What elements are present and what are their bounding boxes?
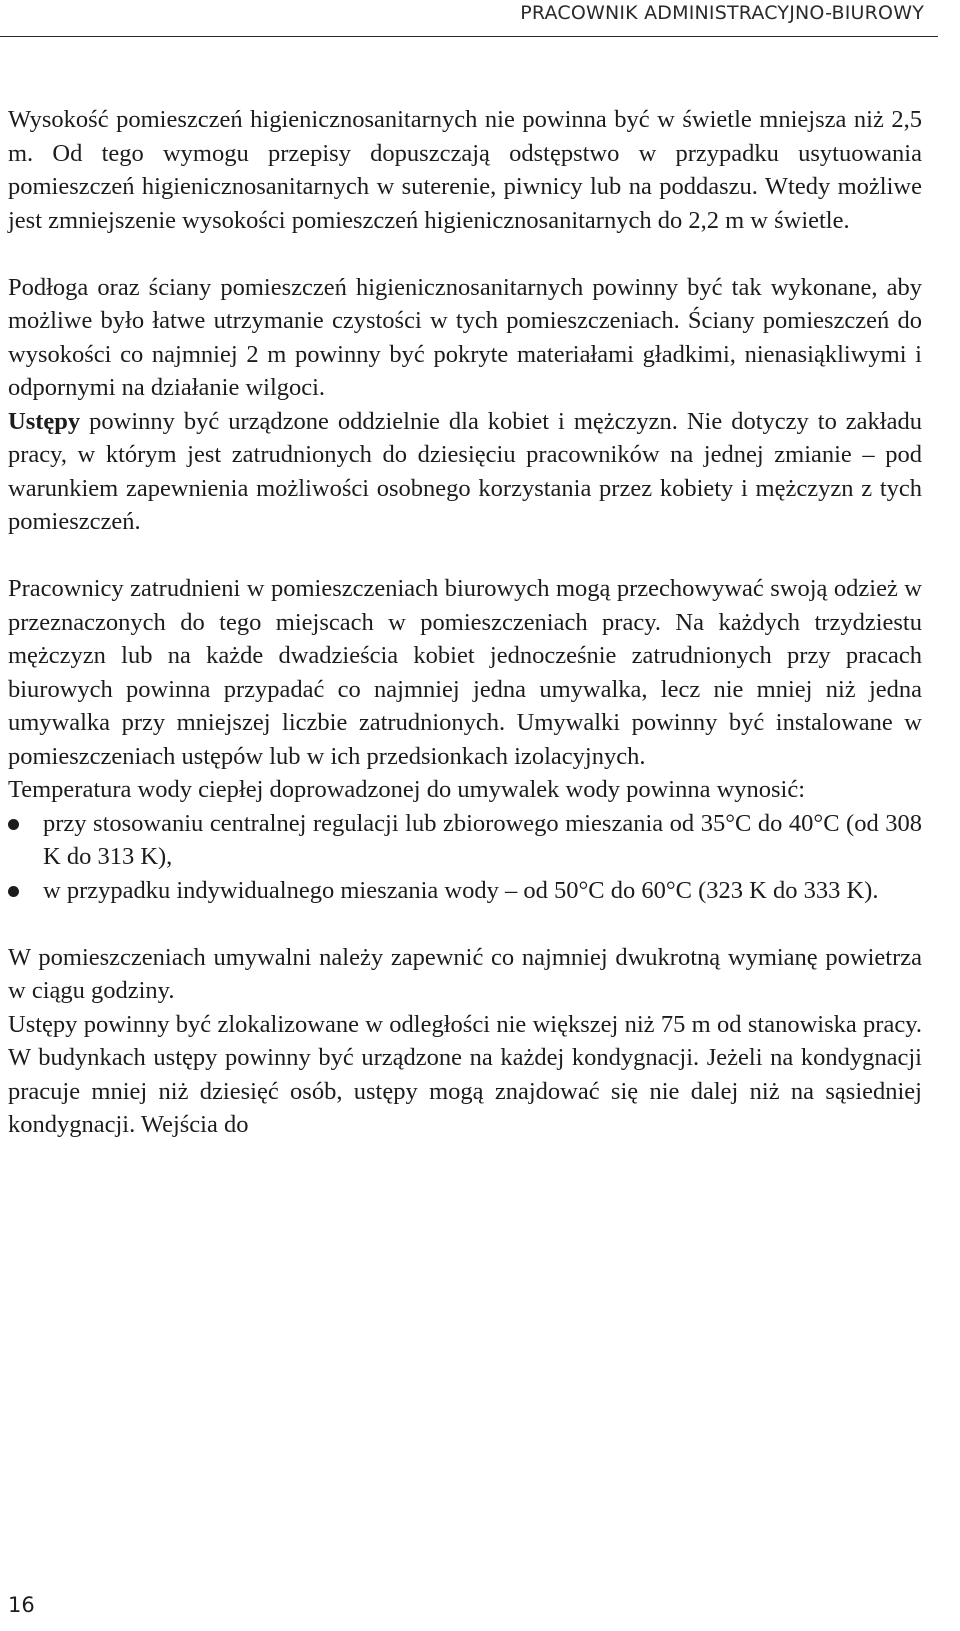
bullet-icon <box>8 886 19 897</box>
page-number: 16 <box>8 1593 35 1617</box>
list-item <box>8 807 922 874</box>
paragraph-toilet-location: Ustępy powinny być zlokalizowane w odległości nie większej niż 75 m od stanowiska pracy. W budynkach ustępy powinny być urządzone na każdej kondygnacji. Jeżeli na kondygnacji pracuje mniej niż dziesięć osób, ustępy mogą znajdować się nie dalej niż na sąsiedniej kondygnacji. Wejścia do <box>8 1010 922 1138</box>
running-title: PRACOWNIK ADMINISTRACYJNO-BIUROWY <box>520 2 924 24</box>
bold-term-toilets: Ustępy <box>8 407 81 435</box>
page-body <box>8 103 922 1142</box>
list-item <box>8 874 922 908</box>
paragraph-washbasins: Pracownicy zatrudnieni w pomieszczeniach biurowych mogą przechowywać swoją odzież w przeznaczonych do tego miejscach w pomieszczeniach pracy. Na każdych trzydziestu mężczyzn lub na każde dwadzieścia kobiet jednocześnie zatrudnionych przy pracach biurowych powinna przypadać co najmniej jedna umywalka, lecz nie mniej niż jedna umywalka przy mniejszej liczbie zatrudnionych. Umywalki powinny być instalowane w pomieszczeniach ustępów lub w ich przedsionkach izolacyjnych. <box>8 575 922 770</box>
temperature-list <box>8 807 922 908</box>
paragraph-toilets-text: powinny być urządzone oddzielnie dla kobiet i mężczyzn. Nie dotyczy to zakładu pracy, w którym jest zatrudnionych do dziesięciu pracowników na jednej zmianie – pod warunkiem zapewnienia możliwości osobnego korzystania przez kobiety i mężczyzn z tych pomieszczeń. <box>8 407 922 535</box>
list-item-text: w przypadku indywidualnego mieszania wody – od 50°C do 60°C (323 K do 333 K). <box>43 876 879 904</box>
running-header <box>0 0 938 37</box>
paragraph-floors-walls: Podłoga oraz ściany pomieszczeń higienicznosanitarnych powinny być tak wykonane, aby możliwe było łatwe utrzymanie czystości w tych pomieszczeniach. Ściany pomieszczeń do wysokości co najmniej 2 m powinny być pokryte materiałami gładkimi, nienasiąkliwymi i odpornymi na działanie wilgoci. <box>8 273 922 401</box>
paragraph-ventilation: W pomieszczeniach umywalni należy zapewnić co najmniej dwukrotną wymianę powietrza w ciągu godziny. <box>8 943 922 1004</box>
paragraph-ceiling-height: Wysokość pomieszczeń higienicznosanitarnych nie powinna być w świetle mniejsza niż 2,5 m. Od tego wymogu przepisy dopuszczają odstępstwo w przypadku usytuowania pomieszczeń higienicznosanitarnych w suterenie, piwnicy lub na poddaszu. Wtedy możliwe jest zmniejszenie wysokości pomieszczeń higienicznosanitarnych do 2,2 m w świetle. <box>8 106 922 234</box>
list-item-text: przy stosowaniu centralnej regulacji lub zbiorowego mieszania od 35°C do 40°C (od 308 K do 313 K), <box>43 809 922 870</box>
paragraph-toilets <box>8 405 922 539</box>
bullet-icon <box>8 819 19 830</box>
paragraph-water-temperature: Temperatura wody ciepłej doprowadzonej do umywalek wody powinna wynosić: <box>8 776 806 803</box>
